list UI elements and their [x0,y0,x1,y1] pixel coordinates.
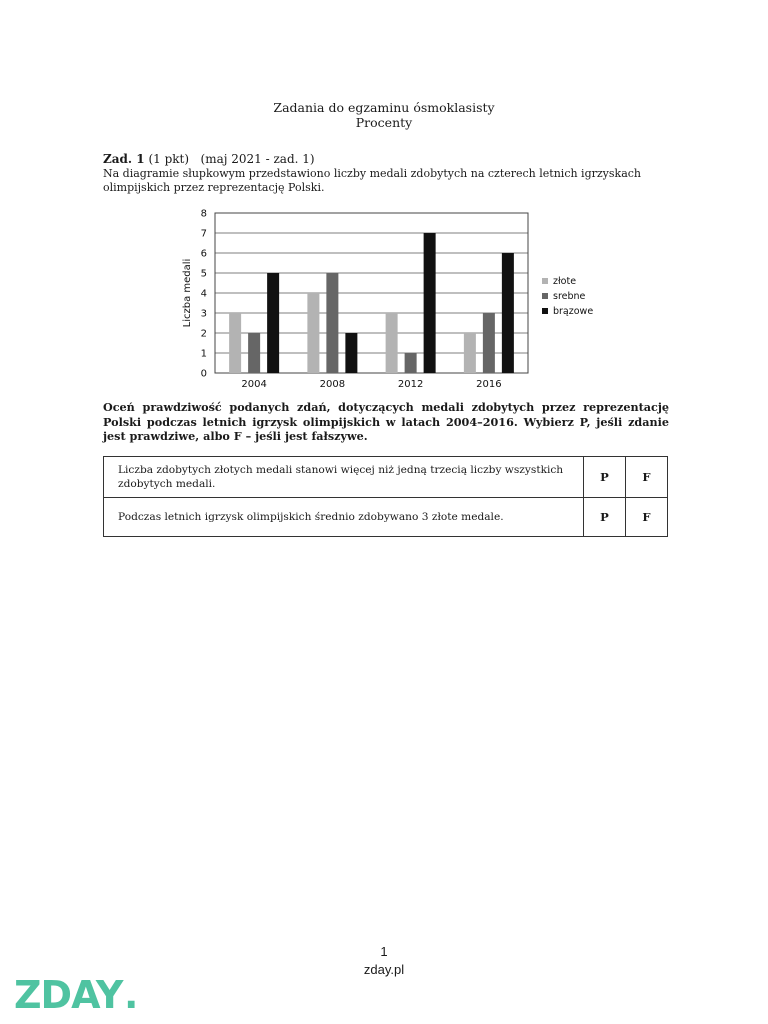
x-tick-label: 2012 [397,379,424,390]
y-tick-label: 7 [200,228,207,240]
y-tick-label: 0 [200,368,207,380]
legend-swatch [542,278,548,284]
page-number: 1 [380,944,388,959]
y-tick-label: 3 [200,308,207,320]
legend-swatch [542,308,548,314]
task-description: Na diagramie słupkowym przedstawiono liczby medali zdobytych na czterech letnich igrzyskach olimpijskich przez reprezentację Polski. [103,167,642,194]
option-p-2[interactable]: P [584,498,626,537]
bar-srebne-2012 [405,353,417,373]
y-tick-label: 8 [200,208,207,220]
bar-brązowe-2016 [502,253,514,373]
medal-bar-chart [170,200,610,395]
y-tick-label: 5 [200,268,207,280]
bar-brązowe-2004 [267,273,279,373]
legend-label: srebne [553,291,586,302]
bar-brązowe-2008 [345,333,357,373]
zday-logo-dot: . [124,974,139,1014]
bar-złote-2016 [464,333,476,373]
option-f-1[interactable]: F [626,457,668,498]
chart-svg [170,200,610,395]
task-instruction: Oceń prawdziwość podanych zdań, dotyczących medali zdobytych przez reprezentację Polski podczas letnich igrzysk olimpijskich w latach 2004–2016. Wybierz P, jeśli zdanie jest prawdziwe, albo F – jeśli jest fałszywe. [103,400,669,443]
option-p-1[interactable]: P [584,457,626,498]
legend-swatch [542,293,548,299]
true-false-table [103,456,668,537]
legend-label: brązowe [553,306,594,317]
legend-label: złote [553,276,577,287]
bar-złote-2012 [386,313,398,373]
document-subtitle: Procenty [355,115,413,130]
y-tick-label: 6 [200,248,207,260]
site-url: zday.pl [363,962,405,977]
task-header [103,152,315,166]
y-tick-label: 1 [200,348,207,360]
task-label: Zad. 1 [103,152,145,166]
y-axis-label: Liczba medali [182,258,193,328]
bar-złote-2004 [229,313,241,373]
y-tick-label: 2 [200,328,207,340]
option-f-2[interactable]: F [626,498,668,537]
y-tick-label: 4 [200,288,207,300]
bar-złote-2008 [307,293,319,373]
x-tick-label: 2004 [241,379,267,390]
zday-logo [14,974,144,1014]
table-row [104,457,668,498]
document-title: Zadania do egzaminu ósmoklasisty [273,100,495,115]
bar-srebne-2008 [326,273,338,373]
table-row [104,498,668,537]
statement-1: Liczba zdobytych złotych medali stanowi więcej niż jedną trzecią liczby wszystkich zdobytych medali. [104,457,584,498]
zday-logo-text: ZDAY [14,974,123,1014]
statement-2: Podczas letnich igrzysk olimpijskich średnio zdobywano 3 złote medale. [104,498,584,537]
x-tick-label: 2008 [319,379,346,390]
bar-brązowe-2012 [424,233,436,373]
task-source: (maj 2021 - zad. 1) [200,152,315,166]
x-tick-label: 2016 [476,379,502,390]
bar-srebne-2004 [248,333,260,373]
bar-srebne-2016 [483,313,495,373]
task-points: (1 pkt) [148,152,190,166]
